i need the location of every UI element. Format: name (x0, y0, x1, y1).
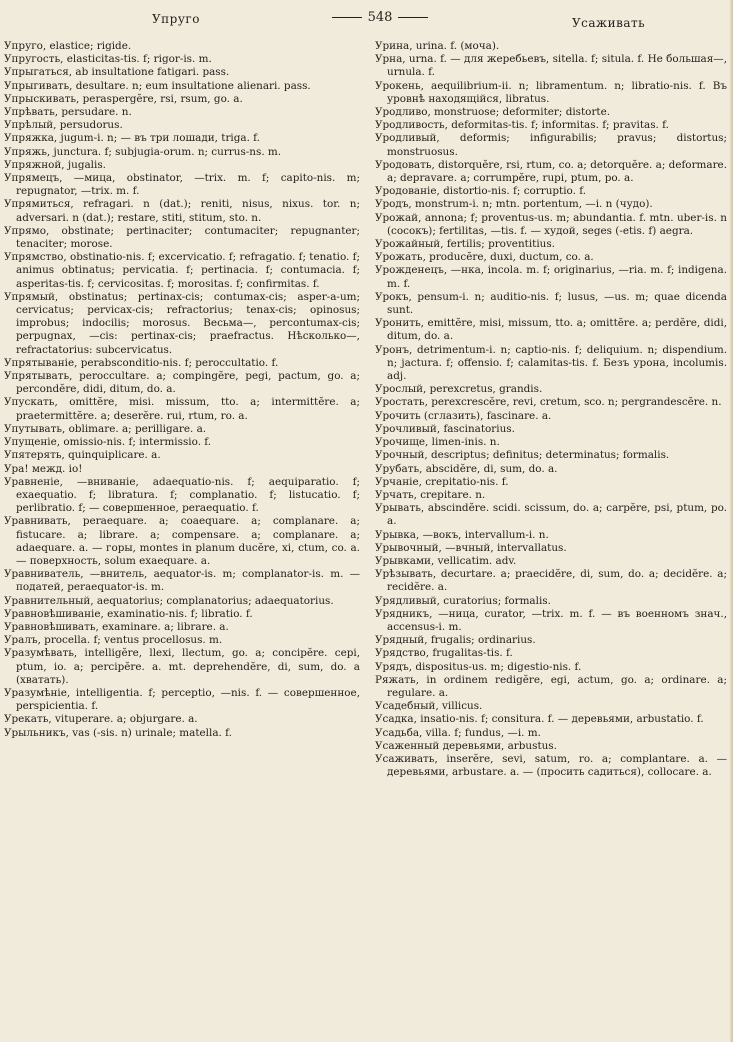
dictionary-entry: Урокъ, pensum-i. n; auditio-nis. f; lusus, —us. m; quae dicenda sunt. (375, 290, 727, 317)
dictionary-entry: Упрыгаться, ab insultatione fatigari. pass. (4, 66, 230, 79)
dictionary-entry: Упрямиться, refragari. n (dat.); reniti, nisus, nixus. tor. n; adversari. n (dat.); restare, stiti, stitum, sto. n. (4, 198, 360, 224)
right-column (375, 40, 727, 1025)
dictionary-entry: Урожденецъ, —нка, incola. m. f; originarius, —ria. m. f; indigena. m. f. (375, 264, 727, 290)
dictionary-entry: Урна, urna. f. — для жеребьевъ, sitella. f; situla. f. Не большая—, urnula. f. (375, 53, 727, 79)
dictionary-entry: Упруго, elastice; rigide. (4, 40, 132, 52)
dictionary-entry: Урочный, descriptus; definitus; determinatus; formalis. (375, 449, 670, 462)
dictionary-entry: Упрятываніе, perabsconditio-nis. f; peroccultatio. f. (4, 356, 279, 369)
dictionary-entry: Упрямо, obstinate; pertinaciter; contumaciter; repugnanter; tenaciter; morose. (4, 224, 360, 251)
dictionary-entry: Уразумѣвать, intelligĕre, llexi, llectum, go. a; concipĕre. cepi, ptum, io. a; percipĕre. a. mt. deprehendĕre, di, sum, do. a (хватать). (4, 647, 360, 686)
dictionary-entry: Упрѣлый, persudorus. (4, 119, 123, 132)
dictionary-entry: Уронъ, detrimentum-i. n; captio-nis. f; deliquium. n; dispendium. n; jactura. f; offensio. f; calamitas-tis. f. Безъ урона, incolumis. adj. (375, 343, 727, 383)
dictionary-entry: Упутывать, oblimare. a; perilligare. a. (4, 422, 207, 435)
running-header (0, 10, 733, 32)
dictionary-entry: Уродливо, monstruose; deformiter; distorte. (375, 106, 611, 119)
dictionary-entry: Упрыгивать, desultare. n; eum insultatione alienari. pass. (4, 79, 311, 92)
dictionary-entry: Урывочный, —вчный, intervallatus. (375, 541, 567, 554)
dictionary-entry: Урочить (сглазить), fascinare. a. (375, 409, 552, 422)
dictionary-entry: Урокень, aequilibrium-ii. n; libramentum. n; libratio-nis. f. Въ уровнѣ находящійся, libratus. (375, 79, 727, 105)
dictionary-entry: Урчать, crepitare. n. (375, 488, 486, 501)
dictionary-entry: Упущеніе, omissio-nis. f; intermissio. f. (4, 436, 212, 449)
dictionary-entry: Усаженный деревьями, arbustus. (375, 739, 557, 752)
dictionary-entry: Упятерять, quinquiplicare. a. (4, 449, 161, 462)
dictionary-entry: Уродовать, distorquĕre, rsi, rtum, co. a; detorquĕre. a; deformare. a; depravare. a; corrumpĕre, rupi, ptum, po. a. (375, 158, 727, 185)
dictionary-entry: Уралъ, procella. f; ventus procellosus. m. (4, 634, 223, 647)
dictionary-entry: Урядливый, curatorius; formalis. (375, 594, 551, 607)
dictionary-entry: Ура! межд. io! (4, 462, 83, 475)
dictionary-entry: Упряжной, jugalis. (4, 158, 106, 171)
dictionary-entry: Усадка, insatio-nis. f; consitura. f. — деревьями, arbustatio. f. (375, 713, 704, 726)
dictionary-entry: Усаживать, inserĕre, sevi, satum, ro. a; complantare. a. — деревьями, arbustare. a. — (просить садиться), collocare. a. (375, 752, 727, 779)
dictionary-entry: Урывками, vellicatim. adv. (375, 554, 517, 567)
header-right-word: Усаживать (572, 16, 646, 30)
dictionary-entry: Уравновѣшивать, examinare. a; librare. a. (4, 620, 229, 633)
left-column (4, 40, 360, 1025)
dictionary-entry: Урядство, frugalitas-tis. f. (375, 647, 513, 660)
dictionary-entry: Упрямый, obstinatus; pertinax-cis; contumax-cis; asper-a-um; cervicatus; pervicax-cis; refractorius; tenax-cis; opinosus; improbus; indocilis; morosus. Весьма—, percontumax-cis; perpugnax, —cis: pertinax-cis; praefractus. Нѣсколько—, refractatorius: subcervicatus. (4, 290, 360, 356)
dictionary-entry: Упряжь, junctura. f; subjugia-orum. n; currus-ns. m. (4, 145, 282, 158)
dictionary-entry: Урядъ, dispositus-us. m; digestio-nis. f. (375, 660, 582, 673)
dictionary-entry: Упрыскивать, peraspergĕre, rsi, rsum, go. a. (4, 92, 243, 105)
dictionary-entry: Уравнивать, peraequare. a; coaequare. a; complanare. a; fistucare. a; librare. a; compensare. a; complanare. a; adaequare. a. — горы, montes in planum ducĕre, xi, ctum, co. a. — поверхность, solum exaequare. a. (4, 515, 360, 567)
dictionary-entry: Урчаніе, crepitatio-nis. f. (375, 475, 509, 488)
dictionary-entry: Урывка, —вокъ, intervallum-i. n. (375, 528, 549, 541)
dictionary-entry: Уродованіе, distortio-nis. f; corruptio. f. (375, 185, 586, 198)
dictionary-entry: Упрямецъ, —мица, obstinator, —trix. m. f; capito-nis. m; repugnator, —trix. m. f. (4, 172, 360, 198)
dictionary-entry: Урожать, producĕre, duxi, ductum, co. a. (375, 251, 594, 264)
dictionary-entry: Урослый, perexcretus, grandis. (375, 383, 543, 396)
dictionary-entry: Уродливость, deformitas-tis. f; informitas. f; pravitas. f. (375, 119, 669, 132)
dictionary-entry: Упряжка, jugum-i. n; — въ три лошади, triga. f. (4, 132, 260, 145)
dictionary-entry: Уродъ, monstrum-i. n; mtn. portentum, —i. n (чудо). (375, 198, 653, 211)
dictionary-entry: Урина, urina. f. (моча). (375, 40, 500, 52)
dictionary-entry: Урекать, vituperare. a; objurgare. a. (4, 713, 198, 726)
dictionary-entry: Усадьба, villa. f; fundus, —i. m. (375, 726, 541, 739)
dictionary-entry: Урожайный, fertilis; proventitius. (375, 238, 555, 251)
dictionary-entry: Уростать, perexcrescĕre, revi, cretum, sco. n; pergrandescĕre. n. (375, 396, 722, 409)
page-number: 548 (318, 10, 442, 25)
dictionary-entry: Уравновѣшиваніе, examinatio-nis. f; libratio. f. (4, 607, 253, 620)
header-left-word: Упруго (152, 12, 200, 26)
dictionary-entry: Уразумѣніе, intelligentia. f; perceptio, —nis. f. — совершенное, perspicientia. f. (4, 686, 360, 713)
dictionary-entry: Урыльникъ, vas (-sis. n) urinale; matella. f. (4, 726, 232, 739)
dictionary-entry: Упрѣвать, persudare. n. (4, 106, 132, 119)
dictionary-entry: Упускать, omittĕre, misi. missum, tto. a; intermittĕre. a; praetermittĕre. a; deserĕre. rui, rtum, ro. a. (4, 396, 360, 422)
dictionary-entry: Уравненіе, —вниваніе, adaequatio-nis. f; aequiparatio. f; exaequatio. f; libratura. f; complanatio. f; listucatio. f; perlibratio. f; — совершенное, peraequatio. f. (4, 475, 360, 515)
dictionary-entry: Упрямство, obstinatio-nis. f; excervicatio. f; refragatio. f; tenatio. f; animus obtinatus; pervicatia. f; pertinacia. f; contumacia. f; asperitas-tis. f; cervicositas. f; morositas. f; confirmitas. f. (4, 251, 360, 290)
dictionary-entry: Уродливый, deformis; infigurabilis; pravus; distortus; monstruosus. (375, 132, 727, 158)
dictionary-entry: Упругость, elasticitas-tis. f; rigor-is. m. (4, 53, 212, 66)
dictionary-entry: Уравниватель, —внитель, aequator-is. m; complanator-is. m. — податей, peraequator-is. m. (4, 568, 360, 594)
dictionary-entry: Урубать, abscidĕre, di, sum, do. a. (375, 462, 558, 475)
dictionary-entry: Уравнительный, aequatorius; complanatorius; adaequatorius. (4, 594, 334, 607)
dictionary-entry: Урочище, limen-inis. n. (375, 436, 500, 449)
dictionary-entry: Урядникъ, —ница, curator, —trix. m. f. — въ военномъ знач., accensus-i. m. (375, 607, 727, 633)
dictionary-entry: Урядный, frugalis; ordinarius. (375, 634, 536, 647)
dictionary-entry: Ряжать, in ordinem redigĕre, egi, actum, go. a; ordinare. a; regulare. a. (375, 673, 727, 699)
dictionary-entry: Урочливый, fascinatorius. (375, 422, 515, 435)
dictionary-entry: Урывать, abscindĕre. scidi. scissum, do. a; carpĕre, psi, ptum, po. a. (375, 502, 727, 528)
dictionary-entry: Уронить, emittĕre, misi, missum, tto. a; omittĕre. a; perdĕre, didi, ditum, do. a. (375, 317, 727, 343)
dictionary-entry: Урожай, annona; f; proventus-us. m; abundantia. f. mtn. uber-is. n (сосокъ); fertilitas, —tis. f. — худой, seges (-etis. f) aegra. (375, 211, 727, 237)
dictionary-entry: Усадебный, villicus. (375, 700, 483, 713)
dictionary-entry: Упрятывать, peroccultare. a; compingĕre, pegi, pactum, go. a; percondĕre, didi, ditum, do. a. (4, 370, 360, 396)
dictionary-entry: Урѣзывать, decurtare. a; praecidĕre, di, sum, do. a; decidĕre. a; recidĕre. a. (375, 568, 727, 594)
